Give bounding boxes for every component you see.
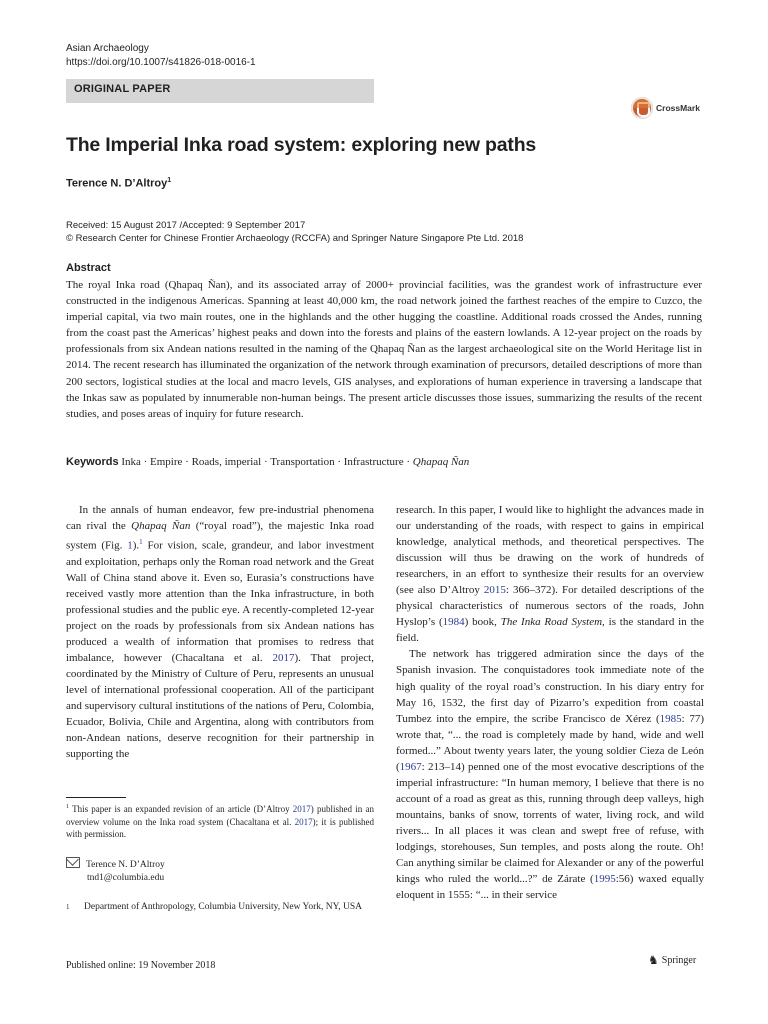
- abstract-heading: Abstract: [66, 262, 111, 274]
- footnote-ref[interactable]: 1: [139, 538, 143, 547]
- author-name[interactable]: Terence N. D’Altroy: [66, 177, 168, 190]
- corresponding-author-name: Terence N. D’Altroy: [86, 860, 165, 870]
- crossmark-icon: [631, 97, 653, 119]
- envelope-icon: [66, 857, 80, 868]
- body-paragraph: The network has triggered admiration since the days of the Spanish invasion. The conquistadores took immediate note of the high quality of the royal road’s construction. In his diary entry for May 16, 1532, the first day of Pizarro’s expedition from coastal Tumbez into the empire, the scribe Francisco de Xérez (1985: 77) wrote that, “... the road is completely made by hand, wide and well formed...” About twenty years later, the young soldier Cieza de León (1967: 213–14) penned one of the most evocative descriptions of the imperial infrastructure: “In human memory, I believe that there is no account of a road as great as this, running through deep valleys, high mountains, banks of snow, torrents of water, living rock, and wild rivers... In all places it was clean and swept free of refuse, with lodgings, storehouses, Sun temples, and posts along the route. Oh! Can anything similar be claimed for Alexander or any of the powerful kings who ruled the world...?” de Zárate (1995:56) waxed equally eloquent in 1555: “... in their service: [396, 648, 704, 902]
- footnote: $^1$ This paper is an expanded revision of an article (D’Altroy 2017) published in an overview volume on the Inka road system (Chacaltana et al. 2017); it is published with permission.: [66, 804, 374, 839]
- keywords-heading: Keywords: [66, 456, 119, 468]
- figure-link[interactable]: 1: [127, 539, 133, 552]
- crossmark-button[interactable]: [631, 95, 707, 121]
- author-affiliation-marker: 1: [167, 177, 172, 184]
- body-column-right: [396, 502, 704, 903]
- citation-link[interactable]: 1967: [399, 760, 422, 773]
- footnote-divider: [66, 797, 126, 798]
- keywords-italic-term: Qhapaq Ñan: [412, 456, 470, 468]
- received-dates: Received: 15 August 2017 /Accepted: 9 September 2017: [66, 220, 306, 231]
- abstract-text: The royal Inka road (Qhapaq Ñan), and its associated array of 2000+ provincial facilities, was the grandest work of infrastructure ever constructed in the indigenous Americas. Spanning at least 40,000 km, the road network joined the farthest reaches of the empire to Cuzco, the imperial capital, via two main routes, one in the highlands and the other hugging the coastline. Additional roads crossed the Andes, running from the coast past the Americas’ highest peaks and down into the forests and plains of the eastern lowlands. A 12-year project on the roads by professionals from six Andean nations resulted in the naming of the Qhapaq Ñan as the largest archaeological site on the World Heritage list in 2014. The recent research has illuminated the organization of the network through examination of precursors, detailed descriptions of more than 200 sectors, logistical studies at the local and macro levels, GIS analyses, and explorations of human experience in traversing a landscape that the Inkas saw as populated by innumerable non-human beings. The present article discusses those issues, summarizing the results of the recent studies, and poses areas of inquiry for future research.: [66, 279, 702, 420]
- copyright-line: © Research Center for Chinese Frontier Archaeology (RCCFA) and Springer Nature Singapore Pte Ltd. 2018: [66, 233, 524, 244]
- citation-link[interactable]: 1984: [442, 616, 465, 629]
- keywords-list: Inka · Empire · Roads, imperial · Transportation · Infrastructure ·: [121, 456, 413, 468]
- paper-type-label: ORIGINAL PAPER: [74, 83, 171, 95]
- citation-link[interactable]: 2015: [483, 584, 506, 597]
- springer-horse-icon: ♞: [648, 953, 659, 967]
- affiliation-block: [66, 901, 374, 914]
- citation-link[interactable]: 2017: [272, 652, 295, 665]
- author-line: [66, 177, 171, 190]
- paper-type-bar: [66, 79, 374, 103]
- body-column-left: [66, 502, 374, 762]
- crossmark-label: CrossMark: [656, 103, 700, 113]
- citation-link[interactable]: 2017: [294, 816, 313, 827]
- article-title: The Imperial Inka road system: exploring new paths: [66, 134, 537, 156]
- body-paragraph: research. In this paper, I would like to highlight the advances made in our understanding of the roads, with respect to gains in empirical knowledge, analytical methods, and theoretical perspectives. The discussion will thus be drawing on the work of hundreds of researchers, in an effort to synthesize their results for an overview (see also D’Altroy 2015: 366–372). For detailed descriptions of the physical characteristics of numerous sectors of the roads, John Hyslop’s (1984) book, The Inka Road System, is the standard in the field.: [396, 504, 705, 645]
- body-paragraph: In the annals of human endeavor, few pre-industrial phenomena can rival the Qhapaq Ñan (“royal road”), the majestic Inka road system (Fig. 1).$^1$ For vision, scale, grandeur, and labor investment and exploitation, perhaps only the Roman road network and the Great Wall of China stand above it. Even so, Eurasia’s constructions have received vastly more attention than the Inka infrastructure, in both professional studies and the public eye. A recently-completed 12-year project on the roads by professionals from six Andean nations has produced a wealth of information that promises to redress that imbalance, however (Chacaltana et al. 2017). That project, coordinated by the Ministry of Culture of Peru, represents an unusual level of international professional cooperation. All of the participant and supervisory cultural institutions of the nations of Peru, Colombia, Ecuador, Bolivia, Chile and Argentina, along with contributors from non-Andean nations, deserve recognition for their partnership in supporting the: [66, 504, 375, 761]
- published-online: Published online: 19 November 2018: [66, 960, 216, 971]
- publisher-name: Springer: [661, 955, 697, 966]
- citation-link[interactable]: 1995: [593, 873, 616, 886]
- corresponding-email[interactable]: tnd1@columbia.edu: [87, 873, 165, 883]
- citation-link[interactable]: 2017: [292, 804, 311, 814]
- affiliation-number: 1: [66, 903, 70, 911]
- journal-name: Asian Archaeology: [66, 43, 149, 54]
- doi-link[interactable]: https://doi.org/10.1007/s41826-018-0016-1: [66, 57, 256, 68]
- keywords-line: [66, 456, 706, 468]
- affiliation-text: Department of Anthropology, Columbia University, New York, NY, USA: [84, 902, 363, 912]
- citation-link[interactable]: 1985: [659, 712, 682, 725]
- springer-logo[interactable]: [648, 953, 696, 968]
- correspondence-block: [66, 857, 374, 885]
